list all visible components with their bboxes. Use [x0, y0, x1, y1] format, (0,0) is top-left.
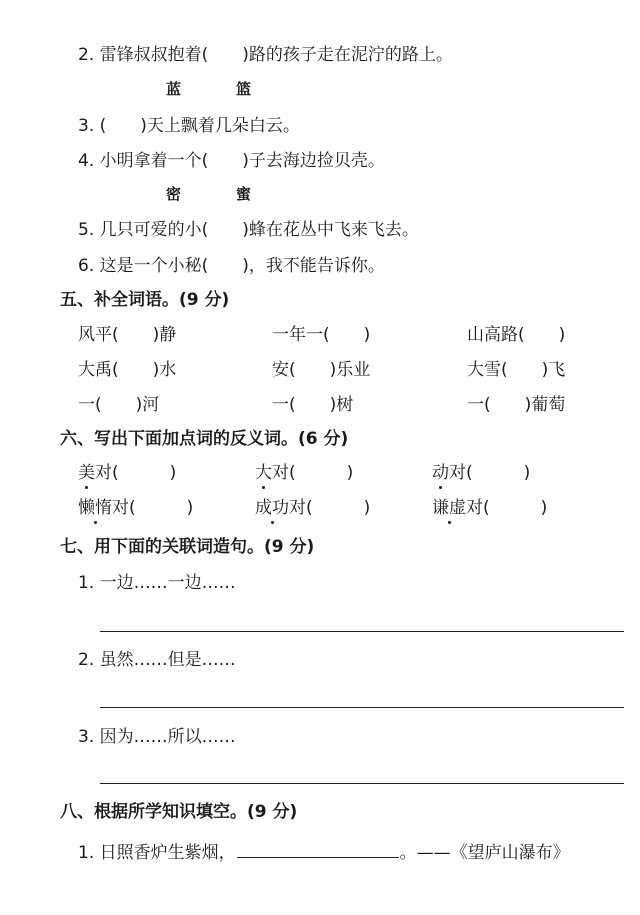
antonym-item: 成功对( ) — [255, 498, 371, 518]
answer-line-2[interactable] — [100, 707, 624, 708]
dotted-word: 动 — [432, 463, 449, 483]
sentence-prompt-2: 2. 虽然……但是…… — [78, 650, 236, 670]
word-blank: 一( )河 — [78, 395, 160, 415]
word-blank: 安( )乐业 — [272, 360, 371, 380]
word-blank: 山高路( ) — [467, 325, 566, 345]
sentence-prompt-3: 3. 因为……所以…… — [78, 727, 236, 747]
word-blank: 风平( )静 — [78, 325, 177, 345]
section-6-title: 六、写出下面加点词的反义词。(6 分) — [60, 429, 349, 449]
dotted-word: 谦虚 — [432, 498, 466, 518]
dotted-word: 懒惰 — [78, 498, 112, 518]
sec4-item-3: 3. ( )天上飘着几朵白云。 — [78, 116, 300, 136]
poem-blank[interactable] — [237, 843, 399, 858]
poem-fill-item-1: 1. 日照香炉生紫烟， 。——《望庐山瀑布》 — [78, 843, 570, 863]
option-char-lan-basket: 篮 — [236, 80, 252, 98]
section-8-title: 八、根据所学知识填空。(9 分) — [60, 802, 298, 822]
sec4-item-4: 4. 小明拿着一个( )子去海边捡贝壳。 — [78, 151, 385, 171]
dotted-word: 美 — [78, 463, 95, 483]
sec4-item-6: 6. 这是一个小秘( )，我不能告诉你。 — [78, 256, 385, 276]
antonym-item: 大对( ) — [255, 463, 354, 483]
antonym-item: 美对( ) — [78, 463, 177, 483]
antonym-item: 懒惰对( ) — [78, 498, 194, 518]
section-7-title: 七、用下面的关联词造句。(9 分) — [60, 537, 315, 557]
option-char-mi-honey: 蜜 — [236, 185, 252, 203]
dotted-word: 大 — [255, 463, 272, 483]
antonym-item: 谦虚对( ) — [432, 498, 548, 518]
option-char-mi: 密 — [166, 185, 182, 203]
sec4-item-2: 2. 雷锋叔叔抱着( )路的孩子走在泥泞的路上。 — [78, 45, 453, 65]
word-blank: 一( )树 — [272, 395, 354, 415]
sentence-prompt-1: 1. 一边……一边…… — [78, 573, 236, 593]
section-5-title: 五、补全词语。(9 分) — [60, 290, 230, 310]
word-blank: 大雪( )飞 — [467, 360, 566, 380]
word-blank: 大禹( )水 — [78, 360, 177, 380]
word-blank: 一( )葡萄 — [467, 395, 566, 415]
answer-line-3[interactable] — [100, 783, 624, 784]
dotted-word: 成功 — [255, 498, 289, 518]
sec4-item-5: 5. 几只可爱的小( )蜂在花丛中飞来飞去。 — [78, 220, 419, 240]
option-char-lan: 蓝 — [166, 80, 182, 98]
answer-line-1[interactable] — [100, 631, 624, 632]
word-blank: 一年一( ) — [272, 325, 371, 345]
antonym-item: 动对( ) — [432, 463, 531, 483]
